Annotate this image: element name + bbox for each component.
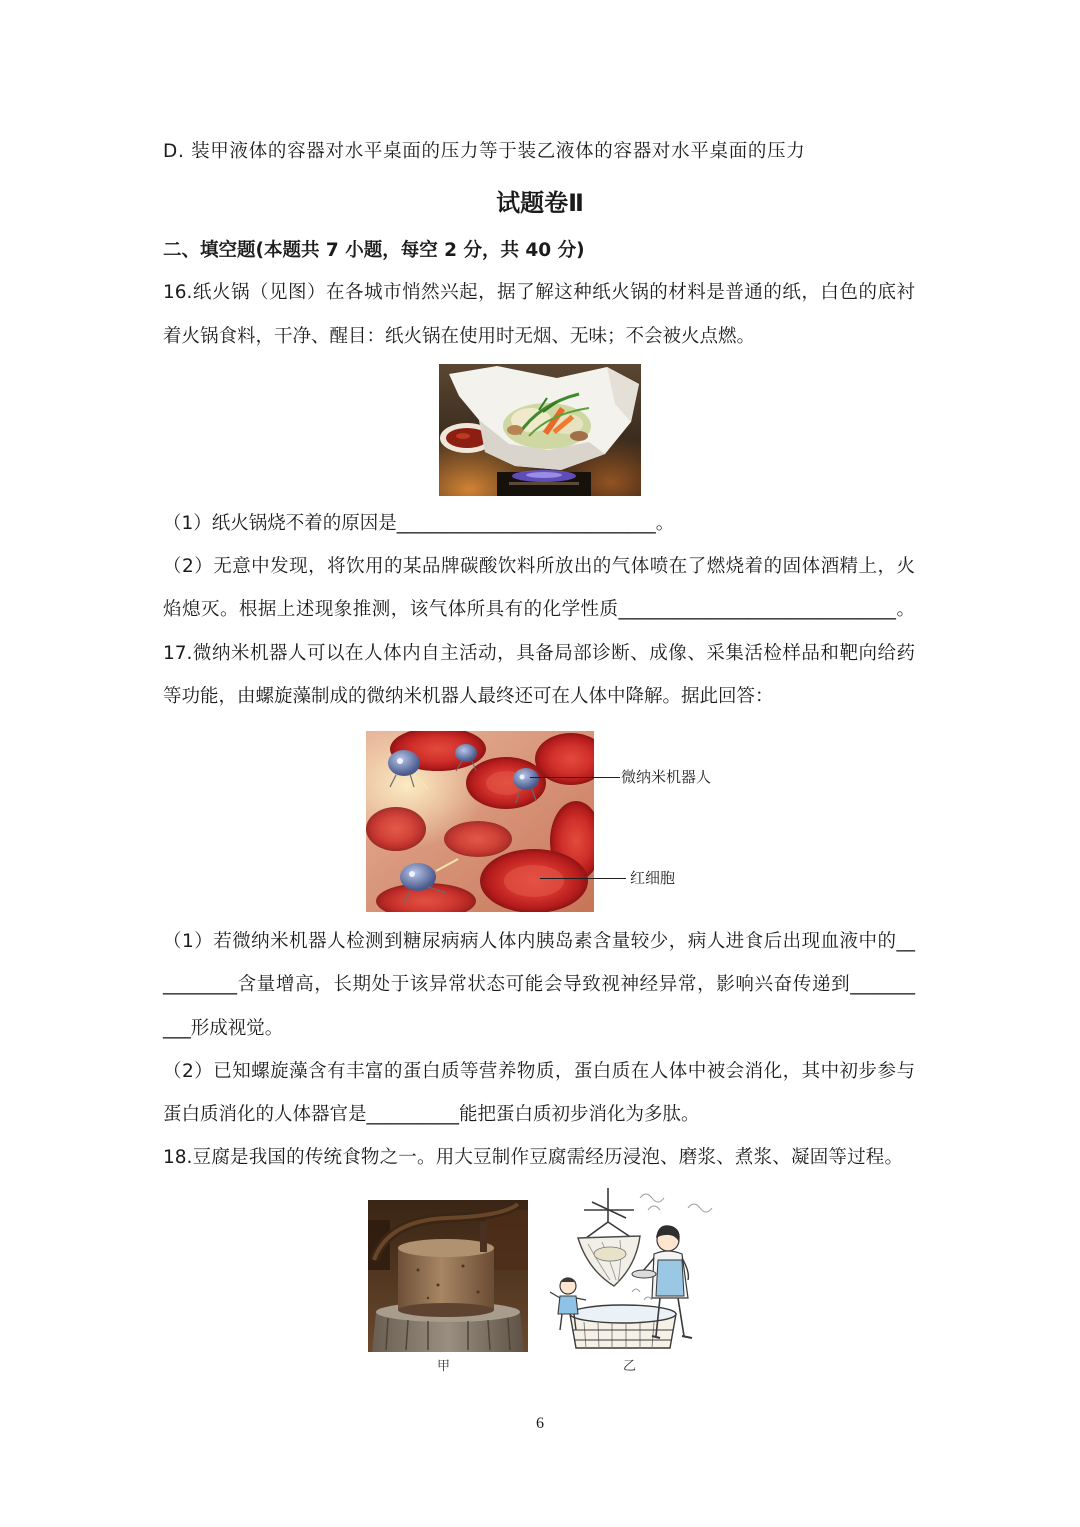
red-blood-cell-leader-line [540,878,626,879]
figure-a-caption: 甲 [437,1359,451,1374]
mill-upper-stone [398,1239,494,1317]
q17-part-1-line-2: ________含量增高，长期处于该异常状态可能会导致视神经异常，影响兴奋传递到_______ [163,974,915,995]
figure-b-caption: 乙 [623,1359,637,1374]
robot-leader-line [530,777,620,778]
section-title: 试题卷Ⅱ [496,189,584,217]
red-blood-cell [444,821,512,857]
q17-part-2-line-2: 蛋白质消化的人体器官是__________能把蛋白质初步消化为多肽。 [163,1104,700,1125]
q17-part-1-line-3: ___形成视觉。 [163,1018,284,1039]
tofu-making-illustration [548,1188,718,1352]
paper-hotpot-photo [439,364,641,496]
q16-part-1: （1）纸火锅烧不着的原因是____________________________。 [163,513,675,534]
red-blood-cell-label: 红细胞 [630,869,676,887]
nano-robot-blood-illustration [366,731,594,912]
wooden-tub [570,1305,676,1348]
q17-part-2-line-1: （2）已知螺旋藻含有丰富的蛋白质等营养物质，蛋白质在人体中被会消化，其中初步参与 [163,1061,915,1082]
q16-stem-line-2: 着火锅食料，干净、醒目：纸火锅在使用时无烟、无味；不会被火点燃。 [163,326,756,347]
option-d-text: D. 装甲液体的容器对水平桌面的压力等于装乙液体的容器对水平桌面的压力 [163,141,806,162]
q17-stem-line-1: 17.微纳米机器人可以在人体内自主活动，具备局部诊断、成像、采集活检样品和靶向给药 [163,643,915,664]
q16-part-2-line-1: （2）无意中发现，将饮用的某品牌碳酸饮料所放出的气体喷在了燃烧着的固体酒精上，火 [163,556,915,577]
robot-label: 微纳米机器人 [621,768,712,786]
section-heading: 二、填空题(本题共 7 小题，每空 2 分，共 40 分) [163,240,585,261]
q16-stem-line-1: 16.纸火锅（见图）在各城市悄然兴起，据了解这种纸火锅的材料是普通的纸，白色的底衬 [163,282,915,303]
burner [497,470,591,496]
q18-stem: 18.豆腐是我国的传统食物之一。用大豆制作豆腐需经历浸泡、磨浆、煮浆、凝固等过程。 [163,1147,903,1168]
q17-stem-line-2: 等功能，由螺旋藻制成的微纳米机器人最终还可在人体中降解。据此回答： [163,686,774,707]
q16-part-2-line-2: 焰熄灭。根据上述现象推测，该气体所具有的化学性质______________________________。 [163,599,915,620]
stone-mill-photo [368,1200,528,1352]
q17-part-1-line-1: （1）若微纳米机器人检测到糖尿病病人体内胰岛素含量较少，病人进食后出现血液中的__ [163,931,915,952]
red-blood-cell [366,807,426,851]
page-number: 6 [536,1415,544,1432]
